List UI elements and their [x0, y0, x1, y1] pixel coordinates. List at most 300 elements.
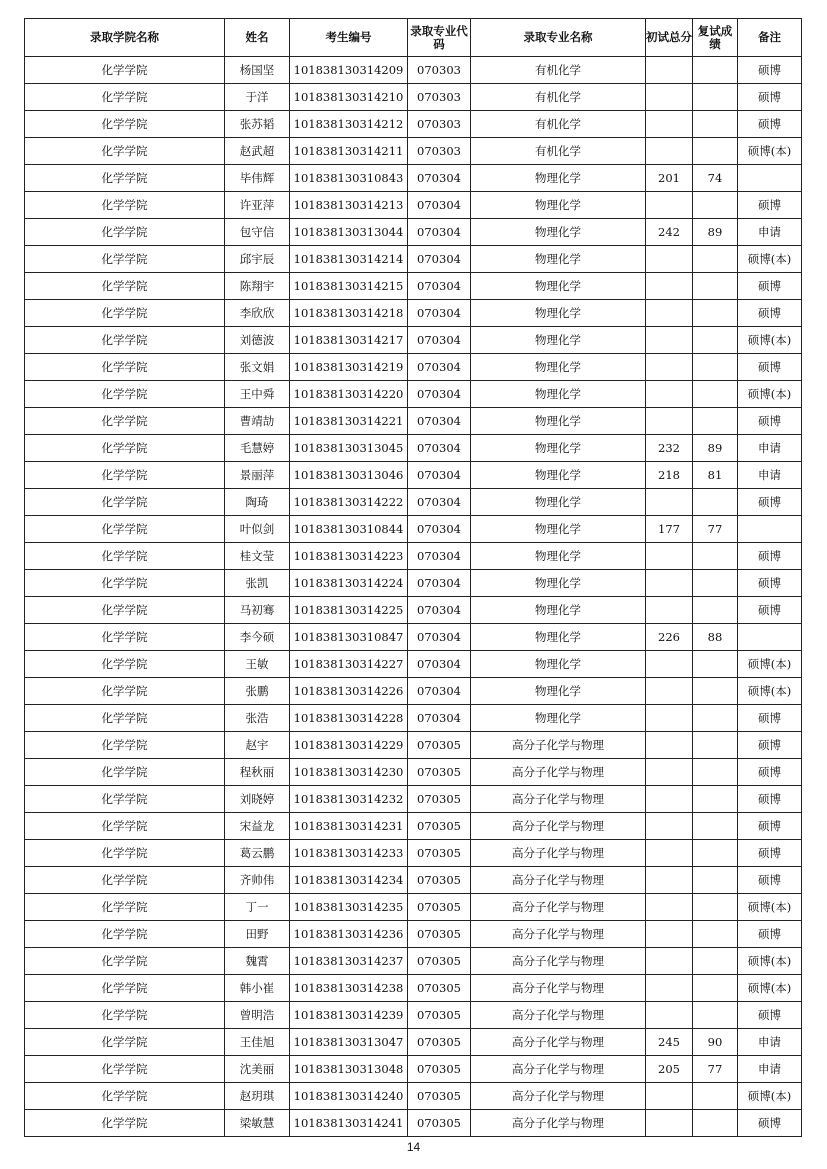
- cell-prelim-score: [646, 678, 693, 705]
- cell-remarks: 申请: [738, 1056, 802, 1083]
- table-row: [25, 246, 802, 273]
- cell-college: 化学学院: [25, 300, 225, 327]
- table-row: [25, 813, 802, 840]
- cell-remarks: 硕博: [738, 597, 802, 624]
- cell-prelim-score: [646, 111, 693, 138]
- cell-college: 化学学院: [25, 381, 225, 408]
- cell-name: 张凯: [225, 570, 290, 597]
- cell-major-code: 070303: [408, 111, 471, 138]
- cell-major-name: 有机化学: [471, 111, 646, 138]
- cell-retest-score: [693, 732, 738, 759]
- table-row: [25, 705, 802, 732]
- cell-candidate-id: 101838130314215: [290, 273, 408, 300]
- table-row: [25, 678, 802, 705]
- cell-retest-score: [693, 489, 738, 516]
- cell-retest-score: 81: [693, 462, 738, 489]
- cell-major-name: 物理化学: [471, 651, 646, 678]
- cell-candidate-id: 101838130310844: [290, 516, 408, 543]
- cell-major-code: 070305: [408, 786, 471, 813]
- cell-name: 赵武超: [225, 138, 290, 165]
- cell-candidate-id: 101838130313046: [290, 462, 408, 489]
- cell-retest-score: [693, 786, 738, 813]
- cell-candidate-id: 101838130314236: [290, 921, 408, 948]
- cell-name: 王敏: [225, 651, 290, 678]
- cell-college: 化学学院: [25, 1110, 225, 1137]
- cell-major-name: 有机化学: [471, 57, 646, 84]
- cell-candidate-id: 101838130314224: [290, 570, 408, 597]
- cell-prelim-score: [646, 138, 693, 165]
- table-row: [25, 975, 802, 1002]
- cell-major-code: 070303: [408, 84, 471, 111]
- cell-retest-score: [693, 678, 738, 705]
- cell-candidate-id: 101838130314235: [290, 894, 408, 921]
- cell-major-name: 物理化学: [471, 516, 646, 543]
- cell-major-code: 070305: [408, 867, 471, 894]
- cell-remarks: 硕博(本): [738, 894, 802, 921]
- cell-prelim-score: [646, 381, 693, 408]
- cell-candidate-id: 101838130314229: [290, 732, 408, 759]
- cell-candidate-id: 101838130314209: [290, 57, 408, 84]
- cell-major-code: 070305: [408, 1002, 471, 1029]
- cell-college: 化学学院: [25, 138, 225, 165]
- cell-retest-score: [693, 705, 738, 732]
- cell-retest-score: 77: [693, 1056, 738, 1083]
- cell-major-name: 物理化学: [471, 408, 646, 435]
- cell-remarks: [738, 516, 802, 543]
- cell-candidate-id: 101838130314213: [290, 192, 408, 219]
- cell-remarks: 申请: [738, 435, 802, 462]
- cell-prelim-score: 218: [646, 462, 693, 489]
- table-row: [25, 1056, 802, 1083]
- table-row: [25, 651, 802, 678]
- cell-name: 王中舜: [225, 381, 290, 408]
- table-row: [25, 462, 802, 489]
- cell-major-name: 物理化学: [471, 678, 646, 705]
- cell-remarks: 硕博: [738, 840, 802, 867]
- cell-retest-score: 90: [693, 1029, 738, 1056]
- table-row: [25, 219, 802, 246]
- cell-major-name: 高分子化学与物理: [471, 840, 646, 867]
- cell-name: 韩小崔: [225, 975, 290, 1002]
- cell-name: 梁敏慧: [225, 1110, 290, 1137]
- cell-name: 沈美丽: [225, 1056, 290, 1083]
- cell-prelim-score: [646, 354, 693, 381]
- header-college: 录取学院名称: [25, 19, 225, 57]
- cell-major-code: 070304: [408, 597, 471, 624]
- table-row: [25, 354, 802, 381]
- cell-major-code: 070305: [408, 759, 471, 786]
- cell-major-code: 070304: [408, 543, 471, 570]
- table-row: [25, 948, 802, 975]
- cell-major-code: 070304: [408, 246, 471, 273]
- cell-remarks: 硕博(本): [738, 246, 802, 273]
- table-row: [25, 840, 802, 867]
- header-remarks: 备注: [738, 19, 802, 57]
- cell-college: 化学学院: [25, 948, 225, 975]
- table-row: [25, 786, 802, 813]
- cell-name: 曾明浩: [225, 1002, 290, 1029]
- cell-retest-score: [693, 111, 738, 138]
- cell-candidate-id: 101838130314211: [290, 138, 408, 165]
- cell-name: 毛慧婷: [225, 435, 290, 462]
- cell-prelim-score: 242: [646, 219, 693, 246]
- table-row: [25, 381, 802, 408]
- cell-candidate-id: 101838130314227: [290, 651, 408, 678]
- cell-retest-score: [693, 354, 738, 381]
- cell-remarks: 硕博: [738, 111, 802, 138]
- cell-retest-score: [693, 246, 738, 273]
- table-row: [25, 570, 802, 597]
- cell-major-code: 070305: [408, 813, 471, 840]
- cell-retest-score: 88: [693, 624, 738, 651]
- cell-major-name: 物理化学: [471, 435, 646, 462]
- cell-major-name: 高分子化学与物理: [471, 921, 646, 948]
- cell-remarks: 申请: [738, 462, 802, 489]
- cell-remarks: 硕博: [738, 543, 802, 570]
- cell-major-code: 070305: [408, 1110, 471, 1137]
- cell-candidate-id: 101838130314225: [290, 597, 408, 624]
- cell-major-code: 070304: [408, 489, 471, 516]
- cell-candidate-id: 101838130314219: [290, 354, 408, 381]
- table-row: [25, 543, 802, 570]
- cell-retest-score: [693, 759, 738, 786]
- cell-retest-score: [693, 138, 738, 165]
- cell-remarks: [738, 165, 802, 192]
- cell-remarks: 硕博: [738, 921, 802, 948]
- cell-name: 陶琦: [225, 489, 290, 516]
- cell-major-name: 高分子化学与物理: [471, 1056, 646, 1083]
- cell-remarks: 硕博: [738, 408, 802, 435]
- cell-retest-score: [693, 192, 738, 219]
- header-major-code: 录取专业代码: [408, 19, 471, 57]
- cell-name: 宋益龙: [225, 813, 290, 840]
- cell-prelim-score: 205: [646, 1056, 693, 1083]
- cell-major-name: 有机化学: [471, 84, 646, 111]
- cell-college: 化学学院: [25, 975, 225, 1002]
- cell-major-name: 物理化学: [471, 192, 646, 219]
- cell-major-code: 070305: [408, 732, 471, 759]
- cell-retest-score: [693, 1110, 738, 1137]
- cell-candidate-id: 101838130313044: [290, 219, 408, 246]
- cell-major-name: 物理化学: [471, 462, 646, 489]
- cell-retest-score: [693, 408, 738, 435]
- cell-retest-score: [693, 300, 738, 327]
- cell-remarks: 申请: [738, 219, 802, 246]
- cell-name: 齐帅伟: [225, 867, 290, 894]
- cell-candidate-id: 101838130314241: [290, 1110, 408, 1137]
- cell-prelim-score: [646, 894, 693, 921]
- header-name: 姓名: [225, 19, 290, 57]
- cell-college: 化学学院: [25, 732, 225, 759]
- table-row: [25, 1002, 802, 1029]
- cell-prelim-score: [646, 840, 693, 867]
- cell-major-name: 物理化学: [471, 300, 646, 327]
- cell-major-name: 高分子化学与物理: [471, 1002, 646, 1029]
- cell-candidate-id: 101838130314214: [290, 246, 408, 273]
- cell-candidate-id: 101838130314212: [290, 111, 408, 138]
- cell-prelim-score: [646, 813, 693, 840]
- cell-college: 化学学院: [25, 408, 225, 435]
- cell-major-name: 物理化学: [471, 354, 646, 381]
- cell-major-name: 物理化学: [471, 327, 646, 354]
- cell-college: 化学学院: [25, 462, 225, 489]
- table-row: [25, 624, 802, 651]
- cell-remarks: 硕博: [738, 1002, 802, 1029]
- cell-name: 葛云鹏: [225, 840, 290, 867]
- cell-major-code: 070304: [408, 327, 471, 354]
- cell-name: 张文娟: [225, 354, 290, 381]
- table-row: [25, 894, 802, 921]
- cell-prelim-score: [646, 867, 693, 894]
- cell-major-code: 070305: [408, 975, 471, 1002]
- cell-candidate-id: 101838130310843: [290, 165, 408, 192]
- cell-remarks: 硕博: [738, 489, 802, 516]
- table-row: [25, 489, 802, 516]
- cell-college: 化学学院: [25, 705, 225, 732]
- cell-prelim-score: [646, 732, 693, 759]
- cell-retest-score: [693, 894, 738, 921]
- cell-candidate-id: 101838130314231: [290, 813, 408, 840]
- table-row: [25, 192, 802, 219]
- cell-major-code: 070303: [408, 57, 471, 84]
- cell-retest-score: 74: [693, 165, 738, 192]
- cell-major-code: 070304: [408, 624, 471, 651]
- cell-college: 化学学院: [25, 327, 225, 354]
- cell-prelim-score: [646, 1002, 693, 1029]
- cell-candidate-id: 101838130313048: [290, 1056, 408, 1083]
- cell-retest-score: [693, 813, 738, 840]
- cell-college: 化学学院: [25, 840, 225, 867]
- cell-major-code: 070304: [408, 651, 471, 678]
- cell-prelim-score: [646, 192, 693, 219]
- cell-major-name: 高分子化学与物理: [471, 813, 646, 840]
- cell-major-code: 070305: [408, 1029, 471, 1056]
- cell-major-code: 070304: [408, 354, 471, 381]
- cell-prelim-score: [646, 327, 693, 354]
- cell-name: 李欣欣: [225, 300, 290, 327]
- cell-name: 刘德波: [225, 327, 290, 354]
- cell-candidate-id: 101838130314226: [290, 678, 408, 705]
- table-row: [25, 1083, 802, 1110]
- cell-name: 桂文莹: [225, 543, 290, 570]
- cell-major-name: 高分子化学与物理: [471, 894, 646, 921]
- cell-remarks: 硕博(本): [738, 1083, 802, 1110]
- cell-college: 化学学院: [25, 597, 225, 624]
- cell-major-name: 高分子化学与物理: [471, 1110, 646, 1137]
- cell-major-name: 物理化学: [471, 219, 646, 246]
- cell-remarks: 申请: [738, 1029, 802, 1056]
- cell-prelim-score: [646, 543, 693, 570]
- cell-major-code: 070304: [408, 462, 471, 489]
- cell-college: 化学学院: [25, 219, 225, 246]
- cell-remarks: 硕博: [738, 867, 802, 894]
- cell-major-code: 070304: [408, 435, 471, 462]
- cell-major-code: 070304: [408, 705, 471, 732]
- cell-major-code: 070304: [408, 516, 471, 543]
- cell-prelim-score: [646, 273, 693, 300]
- cell-name: 包守信: [225, 219, 290, 246]
- admission-table: [24, 18, 802, 1137]
- cell-retest-score: [693, 975, 738, 1002]
- table-row: [25, 435, 802, 462]
- cell-name: 叶似剑: [225, 516, 290, 543]
- cell-prelim-score: 226: [646, 624, 693, 651]
- cell-name: 王佳旭: [225, 1029, 290, 1056]
- cell-prelim-score: [646, 84, 693, 111]
- cell-prelim-score: [646, 1110, 693, 1137]
- cell-major-code: 070303: [408, 138, 471, 165]
- cell-remarks: 硕博: [738, 192, 802, 219]
- cell-remarks: 硕博: [738, 570, 802, 597]
- table-row: [25, 1110, 802, 1137]
- cell-remarks: 硕博(本): [738, 975, 802, 1002]
- cell-major-name: 高分子化学与物理: [471, 867, 646, 894]
- cell-major-code: 070305: [408, 840, 471, 867]
- cell-major-name: 物理化学: [471, 381, 646, 408]
- table-row: [25, 759, 802, 786]
- cell-college: 化学学院: [25, 516, 225, 543]
- cell-major-name: 高分子化学与物理: [471, 948, 646, 975]
- cell-candidate-id: 101838130314222: [290, 489, 408, 516]
- cell-remarks: 硕博: [738, 759, 802, 786]
- cell-college: 化学学院: [25, 246, 225, 273]
- cell-retest-score: 89: [693, 435, 738, 462]
- cell-candidate-id: 101838130314240: [290, 1083, 408, 1110]
- cell-retest-score: [693, 921, 738, 948]
- page-number: 14: [406, 1140, 421, 1154]
- cell-college: 化学学院: [25, 165, 225, 192]
- cell-college: 化学学院: [25, 354, 225, 381]
- cell-college: 化学学院: [25, 813, 225, 840]
- cell-prelim-score: 177: [646, 516, 693, 543]
- cell-name: 张鹏: [225, 678, 290, 705]
- cell-retest-score: [693, 1002, 738, 1029]
- cell-candidate-id: 101838130314234: [290, 867, 408, 894]
- cell-college: 化学学院: [25, 489, 225, 516]
- cell-retest-score: 89: [693, 219, 738, 246]
- cell-remarks: 硕博: [738, 354, 802, 381]
- cell-prelim-score: 245: [646, 1029, 693, 1056]
- cell-major-code: 070304: [408, 570, 471, 597]
- cell-remarks: 硕博: [738, 57, 802, 84]
- cell-college: 化学学院: [25, 651, 225, 678]
- cell-prelim-score: [646, 651, 693, 678]
- table-row: [25, 516, 802, 543]
- cell-remarks: 硕博: [738, 813, 802, 840]
- cell-major-name: 高分子化学与物理: [471, 759, 646, 786]
- cell-remarks: 硕博(本): [738, 327, 802, 354]
- cell-name: 陈翔宇: [225, 273, 290, 300]
- header-major-name: 录取专业名称: [471, 19, 646, 57]
- cell-major-name: 高分子化学与物理: [471, 786, 646, 813]
- cell-candidate-id: 101838130314223: [290, 543, 408, 570]
- table-row: [25, 1029, 802, 1056]
- cell-retest-score: [693, 840, 738, 867]
- cell-major-name: 物理化学: [471, 489, 646, 516]
- cell-name: 程秋丽: [225, 759, 290, 786]
- cell-remarks: 硕博(本): [738, 381, 802, 408]
- table-row: [25, 273, 802, 300]
- cell-prelim-score: [646, 408, 693, 435]
- cell-candidate-id: 101838130314230: [290, 759, 408, 786]
- cell-remarks: 硕博: [738, 786, 802, 813]
- cell-major-code: 070305: [408, 1056, 471, 1083]
- cell-remarks: 硕博(本): [738, 948, 802, 975]
- cell-prelim-score: [646, 705, 693, 732]
- cell-name: 张浩: [225, 705, 290, 732]
- cell-prelim-score: [646, 597, 693, 624]
- cell-major-name: 高分子化学与物理: [471, 1083, 646, 1110]
- cell-college: 化学学院: [25, 543, 225, 570]
- cell-prelim-score: [646, 975, 693, 1002]
- cell-candidate-id: 101838130313047: [290, 1029, 408, 1056]
- cell-major-code: 070304: [408, 273, 471, 300]
- cell-remarks: 硕博: [738, 1110, 802, 1137]
- cell-major-code: 070304: [408, 408, 471, 435]
- cell-college: 化学学院: [25, 786, 225, 813]
- cell-name: 景丽萍: [225, 462, 290, 489]
- cell-remarks: 硕博: [738, 273, 802, 300]
- cell-major-name: 高分子化学与物理: [471, 975, 646, 1002]
- cell-remarks: [738, 624, 802, 651]
- cell-major-code: 070304: [408, 678, 471, 705]
- cell-major-name: 物理化学: [471, 597, 646, 624]
- cell-major-name: 物理化学: [471, 570, 646, 597]
- cell-candidate-id: 101838130314217: [290, 327, 408, 354]
- cell-major-name: 物理化学: [471, 624, 646, 651]
- cell-candidate-id: 101838130314238: [290, 975, 408, 1002]
- header-prelim-score: 初试总分: [646, 19, 693, 57]
- cell-major-code: 070305: [408, 1083, 471, 1110]
- cell-remarks: 硕博: [738, 732, 802, 759]
- header-retest-score: 复试成绩: [693, 19, 738, 57]
- cell-name: 赵玥琪: [225, 1083, 290, 1110]
- cell-retest-score: [693, 381, 738, 408]
- cell-name: 丁一: [225, 894, 290, 921]
- cell-prelim-score: [646, 57, 693, 84]
- cell-major-code: 070305: [408, 894, 471, 921]
- cell-prelim-score: [646, 570, 693, 597]
- cell-name: 赵宇: [225, 732, 290, 759]
- header-candidate-id: 考生编号: [290, 19, 408, 57]
- table-row: [25, 84, 802, 111]
- cell-remarks: 硕博(本): [738, 651, 802, 678]
- table-row: [25, 111, 802, 138]
- table-row: [25, 732, 802, 759]
- cell-major-code: 070304: [408, 219, 471, 246]
- cell-retest-score: [693, 867, 738, 894]
- cell-candidate-id: 101838130314228: [290, 705, 408, 732]
- cell-retest-score: [693, 597, 738, 624]
- cell-college: 化学学院: [25, 921, 225, 948]
- cell-college: 化学学院: [25, 192, 225, 219]
- cell-prelim-score: [646, 246, 693, 273]
- cell-major-code: 070305: [408, 948, 471, 975]
- cell-candidate-id: 101838130314218: [290, 300, 408, 327]
- cell-college: 化学学院: [25, 435, 225, 462]
- cell-prelim-score: [646, 1083, 693, 1110]
- cell-name: 曹靖劼: [225, 408, 290, 435]
- cell-college: 化学学院: [25, 57, 225, 84]
- cell-retest-score: [693, 543, 738, 570]
- cell-name: 杨国坚: [225, 57, 290, 84]
- cell-college: 化学学院: [25, 570, 225, 597]
- table-row: [25, 327, 802, 354]
- cell-major-code: 070304: [408, 300, 471, 327]
- cell-major-code: 070304: [408, 381, 471, 408]
- cell-college: 化学学院: [25, 1056, 225, 1083]
- cell-name: 毕伟辉: [225, 165, 290, 192]
